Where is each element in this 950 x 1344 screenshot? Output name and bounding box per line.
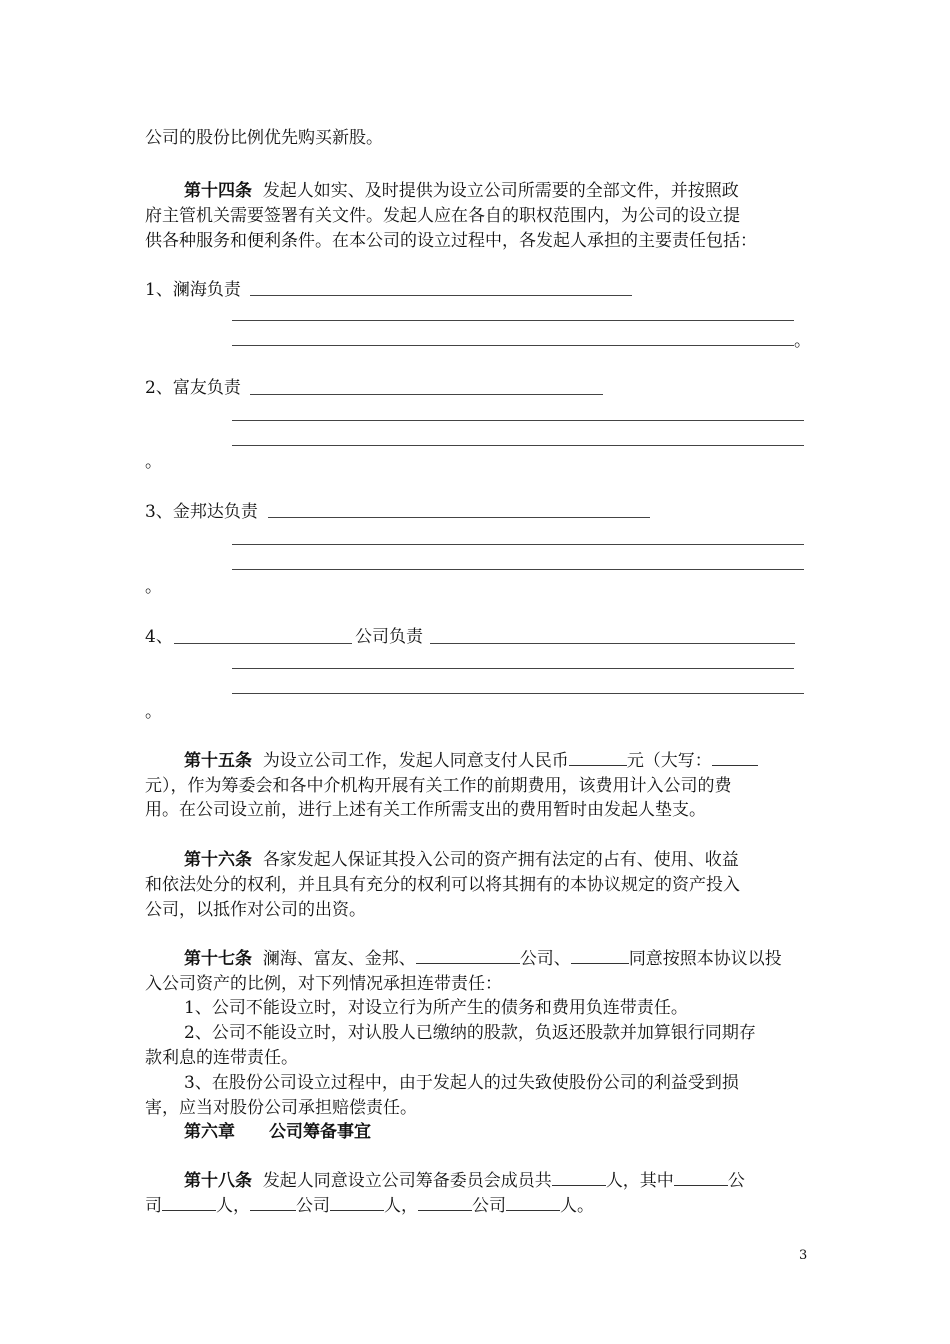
article-15-line-1 <box>184 751 758 771</box>
company-b-blank <box>250 1196 296 1211</box>
resp-4-mid: 公司负责 <box>355 627 423 647</box>
resp-1-blank-2 <box>232 320 794 321</box>
article-17-line-1 <box>184 949 782 969</box>
resp-3-blank-1 <box>268 517 650 518</box>
article-18-title: 第十八条 <box>184 1171 252 1191</box>
article-14-text-1: 发起人如实、及时提供为设立公司所需要的全部文件，并按照政 <box>262 181 739 201</box>
article-18-text-2b: 人， <box>216 1196 250 1216</box>
intro-tail-line <box>145 128 383 148</box>
article-14-line-1 <box>184 181 739 201</box>
article-17-item-3b: 害，应当对股份公司承担赔偿责任。 <box>145 1098 417 1118</box>
resp-1-end-mark: 。 <box>794 331 811 351</box>
article-14-line-2 <box>145 206 740 226</box>
article-15-line-3: 用。在公司设立前，进行上述有关工作所需支出的费用暂时由发起人垫支。 <box>145 800 706 820</box>
resp-2-blank-1 <box>250 394 603 395</box>
chapter-6-heading: 第六章 公司筹备事宜 <box>184 1122 371 1142</box>
article-18-text-2a: 司 <box>145 1196 162 1216</box>
resp-2-end-mark: 。 <box>145 452 162 472</box>
resp-2-blank-3 <box>232 445 804 446</box>
resp-3-end-mark: 。 <box>145 577 162 597</box>
company-c-blank <box>418 1196 472 1211</box>
resp-3-label: 3、金邦达负责 <box>145 502 258 522</box>
article-18-text-1c: 公 <box>727 1171 745 1191</box>
resp-2-blank-2 <box>232 420 804 421</box>
article-14-line-3 <box>145 231 757 251</box>
article-18-text-2f: 人。 <box>560 1196 594 1216</box>
article-18-text-1a: 发起人同意设立公司筹备委员会成员共 <box>262 1171 552 1191</box>
article-17-text-1b: 公司、 <box>519 949 571 969</box>
article-16-title: 第十六条 <box>184 850 252 870</box>
article-17-item-2b: 款利息的连带责任。 <box>145 1048 298 1068</box>
amount-blank <box>569 751 627 766</box>
members-total-blank <box>552 1171 606 1186</box>
article-17-title: 第十七条 <box>184 949 252 969</box>
page-number: 3 <box>799 1248 808 1263</box>
article-16-line-1 <box>184 850 739 870</box>
resp-2-label: 2、富友负责 <box>145 378 241 398</box>
resp-4-company-blank <box>174 643 352 644</box>
article-17-text-1c: 同意按照本协议以投 <box>628 949 782 969</box>
article-17-line-2: 入公司资产的比例，对下列情况承担连带责任： <box>145 974 502 994</box>
resp-1-label: 1、澜海负责 <box>145 280 241 300</box>
resp-1-blank-3 <box>232 345 794 346</box>
company-blank-2 <box>571 949 629 964</box>
article-15-text-1a: 为设立公司工作，发起人同意支付人民币 <box>262 751 569 771</box>
resp-4-prefix: 4、 <box>145 627 173 647</box>
article-16-line-3: 公司，以抵作对公司的出资。 <box>145 900 366 920</box>
article-17-item-3a: 3、在股份公司设立过程中，由于发起人的过失致使股份公司的利益受到损 <box>184 1073 739 1093</box>
intro-tail-text: 公司的股份比例优先购买新股。 <box>145 128 383 148</box>
company-a-members-blank <box>162 1196 216 1211</box>
resp-4-blank-3 <box>232 693 804 694</box>
article-18-text-2c: 公司 <box>296 1196 330 1216</box>
article-15-line-2: 元），作为筹委会和各中介机构开展有关工作的前期费用，该费用计入公司的费 <box>145 776 732 796</box>
article-14-text-2: 府主管机关需要签署有关文件。发起人应在各自的职权范围内，为公司的设立提 <box>145 206 740 226</box>
resp-3-blank-2 <box>232 544 804 545</box>
article-18-text-1b: 人，其中 <box>605 1171 674 1191</box>
resp-4-blank-1 <box>430 643 795 644</box>
resp-4-blank-2 <box>232 668 794 669</box>
article-16-text-1: 各家发起人保证其投入公司的资产拥有法定的占有、使用、收益 <box>262 850 739 870</box>
amount-words-blank <box>712 751 758 766</box>
company-b-members-blank <box>330 1196 384 1211</box>
company-blank-1 <box>416 949 520 964</box>
article-18-line-2 <box>145 1196 594 1216</box>
resp-4-end-mark: 。 <box>145 702 162 722</box>
article-18-text-2d: 人， <box>384 1196 418 1216</box>
article-18-text-2e: 公司 <box>472 1196 506 1216</box>
article-17-item-2a: 2、公司不能设立时，对认股人已缴纳的股款，负返还股款并加算银行同期存 <box>184 1023 756 1043</box>
company-c-members-blank <box>506 1196 560 1211</box>
article-17-item-1: 1、公司不能设立时，对设立行为所产生的债务和费用负连带责任。 <box>184 998 688 1018</box>
resp-1-blank-1 <box>250 295 632 296</box>
article-18-line-1 <box>184 1171 745 1191</box>
article-15-title: 第十五条 <box>184 751 252 771</box>
resp-3-blank-3 <box>232 569 804 570</box>
article-15-text-1b: 元（大写： <box>626 751 712 771</box>
article-14-text-3: 供各种服务和便利条件。在本公司的设立过程中，各发起人承担的主要责任包括： <box>145 231 757 251</box>
company-a-blank <box>674 1171 728 1186</box>
article-17-text-1a: 澜海、富友、金邦、 <box>262 949 416 969</box>
article-16-line-2: 和依法处分的权利，并且具有充分的权利可以将其拥有的本协议规定的资产投入 <box>145 875 740 895</box>
article-14-title: 第十四条 <box>184 181 252 201</box>
